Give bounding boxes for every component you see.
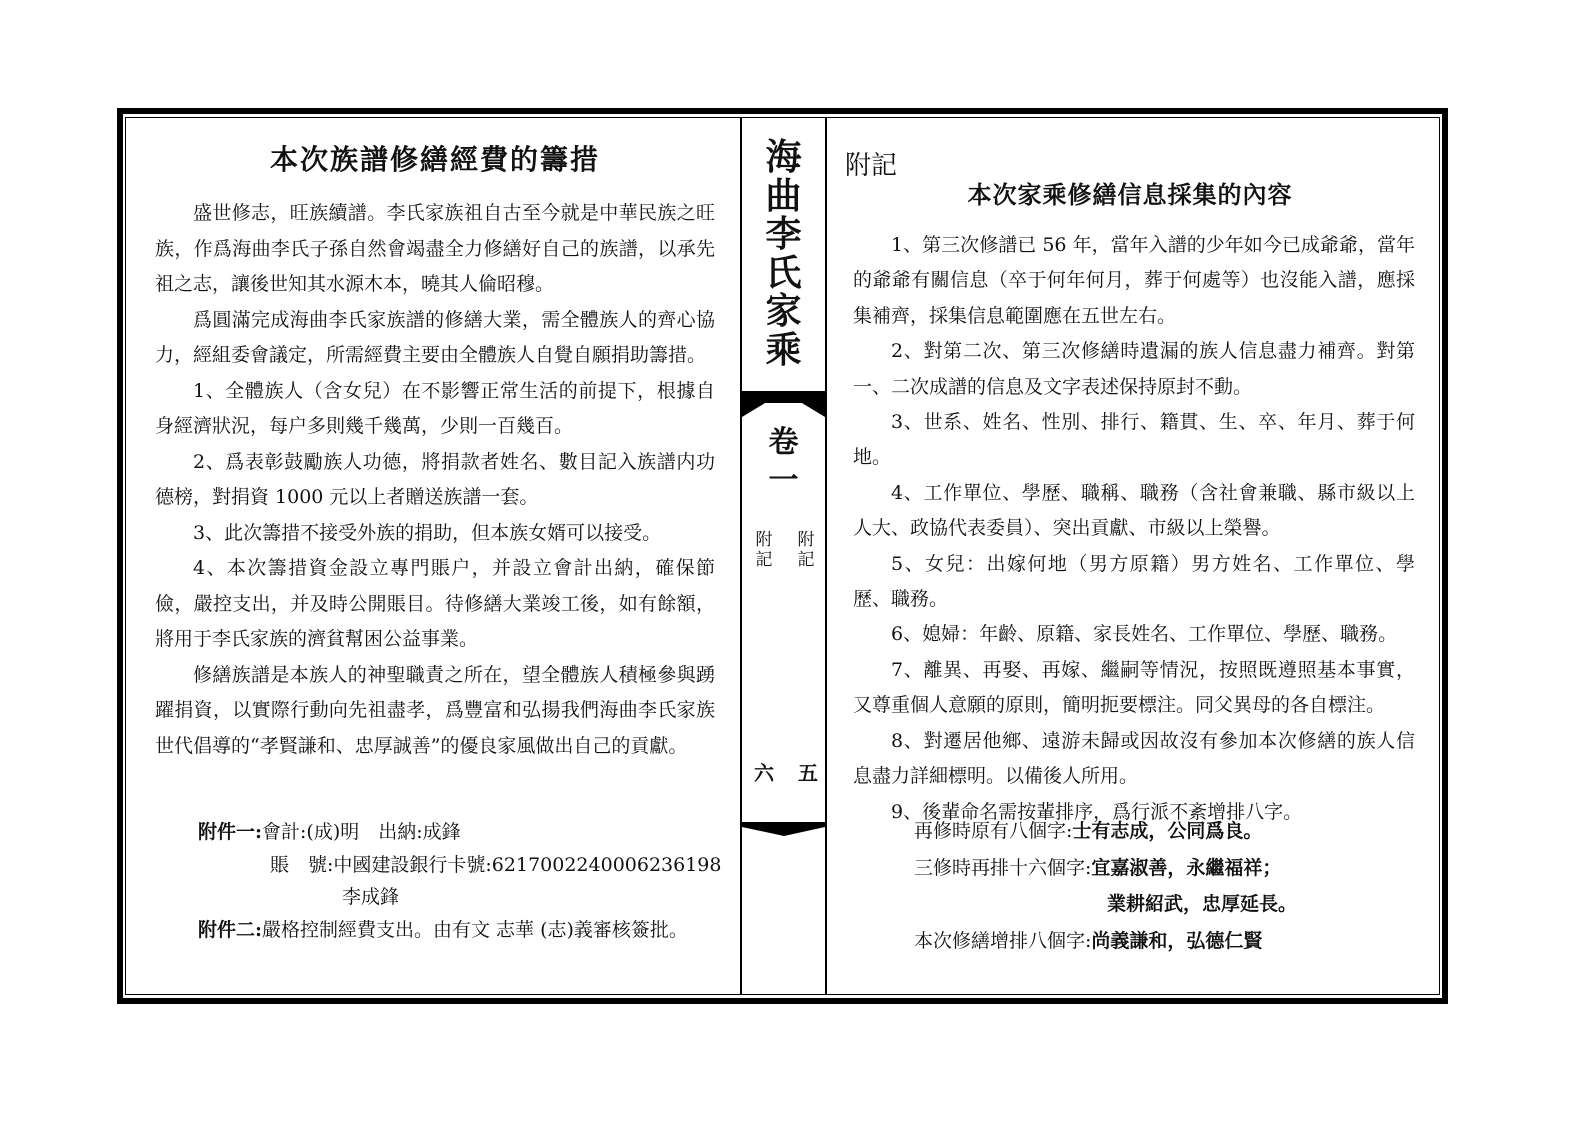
generation-row-label: 本次修繕增排八個字: — [914, 930, 1092, 952]
spine-fishtail-top — [742, 391, 825, 417]
account-holder: 李成鋒 — [342, 886, 400, 908]
attachment-two-text: 嚴格控制經費支出。由有文 志華 (志)義審核簽批。 — [262, 919, 688, 941]
right-paragraph: 2、對第二次、第三次修繕時遺漏的族人信息盡力補齊。對第一、二次成譜的信息及文字表述保持原封不動。 — [853, 340, 1415, 398]
spine-title-char: 李 — [765, 213, 802, 255]
generation-row — [914, 924, 1262, 959]
right-paragraph: 6、媳婦：年齡、原籍、家長姓名、工作單位、學歷、職務。 — [891, 623, 1398, 646]
account-number: 中國建設銀行卡號:6217002240006236198 — [333, 854, 722, 876]
right-paragraph: 5、女兒：出嫁何地（男方原籍）男方姓名、工作單位、學歷、職務。 — [853, 552, 1415, 611]
spine-volume — [742, 424, 825, 500]
generation-row-value: 士有志成，公同爲良。 — [1072, 821, 1263, 842]
generation-row — [1107, 887, 1297, 922]
generation-row-label: 再修時原有八個字: — [914, 820, 1073, 842]
right-paragraph: 1、第三次修譜已 56 年，當年入譜的少年如今已成爺爺，當年的爺爺有關信息（卒于何年何月，葬于何處等）也沒能入譜，應採集補齊，採集信息範圍應在五世左右。 — [853, 234, 1415, 327]
spine-title-char: 乘 — [765, 328, 802, 371]
left-paragraph: 爲圓滿完成海曲李氏家族譜的修繕大業，需全體族人的齊心協力，經組委會議定，所需經費主要由全體族人自覺自願捐助籌措。 — [155, 308, 715, 366]
right-paragraph: 3、世系、姓名、性別、排行、籍貫、生、卒、年月、葬于何地。 — [853, 411, 1415, 469]
spine-right-rule — [825, 117, 827, 995]
left-page-number: 六 — [754, 761, 774, 785]
right-paragraph: 4、工作單位、學歷、職稱、職務（含社會兼職、縣市級以上人大、政協代表委員）、突出貢獻、市級以上榮譽。 — [853, 481, 1415, 540]
left-paragraph: 盛世修志，旺族續譜。李氏家族祖自古至今就是中華民族之旺族，作爲海曲李氏子孫自然會竭盡全力修繕好自己的族譜，以承先祖之志，讓後世知其水源木本，曉其人倫昭穆。 — [155, 202, 715, 295]
spine-book-title — [742, 138, 825, 369]
right-paragraph: 8、對遷居他鄉、遠游未歸或因故沒有參加本次修繕的族人信息盡力詳細標明。以備後人所用。 — [853, 729, 1415, 788]
right-paragraph: 9、後輩命名需按輩排序，爲行派不紊增排八字。 — [891, 800, 1303, 823]
right-page-title: 本次家乘修繕信息採集的內容 — [967, 180, 1293, 209]
right-page-number: 五 — [798, 761, 818, 785]
account-line — [270, 849, 722, 881]
spine-title-char: 海 — [765, 136, 802, 178]
attachment-two-label: 附件二: — [198, 919, 263, 941]
generation-row-value: 業耕紹武，忠厚延長。 — [1107, 894, 1298, 915]
attachment-one-text: 會計:(成)明 出納:成鋒 — [262, 821, 461, 843]
spine-fishtail-bottom — [742, 822, 825, 838]
generation-row-value: 宜嘉淑善，永繼福祥； — [1091, 858, 1282, 879]
spine-title-char: 曲 — [765, 174, 802, 217]
section-char: 附 — [755, 530, 773, 550]
section-char: 記 — [755, 550, 773, 570]
spine-section-left — [754, 530, 774, 570]
attachment-two — [198, 914, 688, 946]
left-paragraph: 1、全體族人（含女兒）在不影響正常生活的前提下，根據自身經濟狀況，每户多則幾千幾萬，少則一百幾百。 — [155, 379, 715, 437]
volume-char: 一 — [768, 463, 799, 498]
generation-row-value: 尚義謙和，弘德仁賢 — [1091, 931, 1263, 952]
spine-title-char: 氏 — [765, 251, 802, 294]
left-paragraph: 修繕族譜是本族人的神聖職責之所在，望全體族人積極參與踴躍捐資，以實際行動向先祖盡孝，爲豐富和弘揚我們海曲李氏家族世代倡導的“孝賢謙和、忠厚誠善”的優良家風做出自己的貢獻。 — [155, 663, 715, 757]
right-paragraph: 7、離異、再娶、再嫁、繼嗣等情況，按照既遵照基本事實，又尊重個人意願的原則，簡明扼要標注。同父異母的各自標注。 — [853, 658, 1415, 717]
appendix-tag: 附記 — [845, 151, 898, 181]
left-page — [155, 140, 715, 764]
generation-row — [914, 851, 1281, 886]
left-page-title: 本次族譜修繕經費的籌措 — [269, 143, 600, 176]
left-paragraph: 4、本次籌措資金設立專門賬户，并設立會計出納，確保節儉，嚴控支出，并及時公開賬目。待修繕大業竣工後，如有餘額，將用于李氏家族的濟貧幫困公益事業。 — [155, 557, 715, 650]
spine-title-char: 家 — [765, 290, 802, 332]
left-paragraph: 3、此次籌措不接受外族的捐助，但本族女婿可以接受。 — [193, 521, 662, 544]
spine-section-right — [796, 530, 816, 570]
section-char: 記 — [797, 550, 815, 570]
attachment-one-label: 附件一: — [198, 821, 263, 843]
attachment-one — [198, 816, 461, 848]
generation-row — [914, 814, 1262, 849]
right-page — [853, 228, 1415, 830]
generation-row-label: 三修時再排十六個字: — [914, 857, 1092, 879]
left-paragraph: 2、爲表彰鼓勵族人功德，將捐款者姓名、數目記入族譜内功德榜，對捐資 1000 元以上者贈送族譜一套。 — [155, 450, 715, 508]
section-char: 附 — [797, 530, 815, 550]
volume-char: 卷 — [768, 425, 799, 460]
account-label: 賬 號: — [270, 854, 334, 876]
